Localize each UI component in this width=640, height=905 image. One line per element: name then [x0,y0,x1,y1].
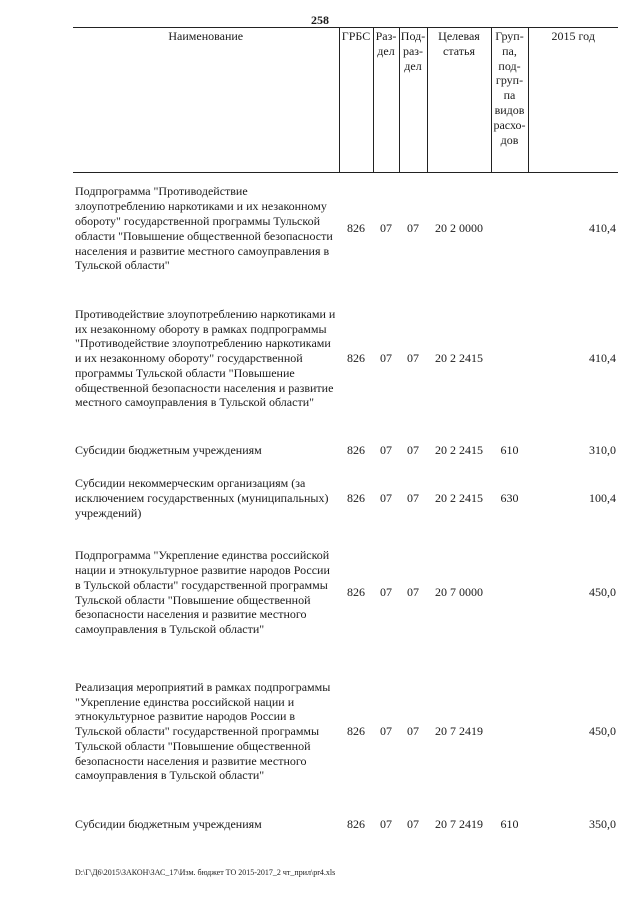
table-row [73,469,618,529]
table-row [73,807,618,843]
row-amount: 450,0 [589,724,616,739]
row-podrazdel: 07 [407,585,419,600]
row-amount: 410,4 [589,351,616,366]
row-group: 610 [500,817,519,832]
file-path-footer: D:\Г\Д6\2015\ЗАКОН\ЗАС_17\Изм. бюджет ТО 2015-2017_2 чт_прил\pr4.xls [75,868,336,877]
row-podrazdel: 07 [407,443,419,458]
row-razdel: 07 [380,443,392,458]
row-grbs: 826 [347,351,365,366]
header-razdel: Раз-дел [373,28,399,173]
row-grbs: 826 [347,221,365,236]
row-amount: 410,4 [589,221,616,236]
row-group: 610 [500,443,519,458]
table-row [73,173,618,285]
header-name: Наименование [73,28,339,173]
row-name: Субсидии некоммерческим организациям (за исключением государственных (муниципальных) учреждений) [75,476,329,520]
table-row [73,529,618,657]
row-group [491,529,528,657]
row-target: 20 2 2415 [435,351,483,366]
header-target: Целевая статья [427,28,491,173]
row-group [491,173,528,285]
table-row [73,657,618,807]
row-target: 20 2 2415 [435,491,483,506]
row-grbs: 826 [347,491,365,506]
row-podrazdel: 07 [407,724,419,739]
row-name: Субсидии бюджетным учреждениям [75,443,262,458]
row-razdel: 07 [380,724,392,739]
row-razdel: 07 [380,585,392,600]
table-row [73,285,618,433]
row-razdel: 07 [380,817,392,832]
row-grbs: 826 [347,443,365,458]
budget-table [73,27,618,843]
row-amount: 100,4 [589,491,616,506]
row-target: 20 2 0000 [435,221,483,236]
row-podrazdel: 07 [407,221,419,236]
row-amount: 450,0 [589,585,616,600]
row-name: Подпрограмма "Противодействие злоупотреблению наркотиками и их незаконному обороту" государственной программы Тульской области "Повышение общественной безопасности населения и развитие местного самоуправления в Тульской области" [75,184,333,273]
row-razdel: 07 [380,491,392,506]
row-name: Субсидии бюджетным учреждениям [75,817,262,832]
header-podrazdel: Под-раз-дел [399,28,427,173]
row-grbs: 826 [347,817,365,832]
row-group: 630 [500,491,519,506]
row-grbs: 826 [347,724,365,739]
row-name: Подпрограмма "Укрепление единства российской нации и этнокультурное развитие народов России в Тульской области" государственной программы Тульской области "Повышение общественной безопасности населения и развитие местного самоуправления в Тульской области" [75,548,330,637]
row-name: Противодействие злоупотреблению наркотиками и их незаконному обороту в рамках подпрограммы "Противодействие злоупотреблению наркотиками и их незаконному обороту" государственной программы Тульской области "Повышение общественной безопасности населения и развитие местного самоуправления в Тульской области" [75,306,336,410]
row-amount: 350,0 [589,817,616,832]
table-row [73,433,618,469]
row-podrazdel: 07 [407,351,419,366]
row-grbs: 826 [347,585,365,600]
row-target: 20 7 0000 [435,585,483,600]
row-razdel: 07 [380,221,392,236]
header-year: 2015 год [528,28,618,173]
row-target: 20 7 2419 [435,724,483,739]
header-grbs: ГРБС [339,28,373,173]
header-group: Груп-па, под-груп-па видов расхо-дов [491,28,528,173]
row-podrazdel: 07 [407,491,419,506]
row-target: 20 2 2415 [435,443,483,458]
row-amount: 310,0 [589,443,616,458]
row-name: Реализация мероприятий в рамках подпрограммы "Укрепление единства российской нации и этнокультурное развитие народов России в Тульской области" государственной программы Тульской области "Повышение общественной безопасности населения и развитие местного самоуправления в Тульской области" [75,679,331,783]
row-group [491,657,528,807]
row-razdel: 07 [380,351,392,366]
row-podrazdel: 07 [407,817,419,832]
table-header-row [73,28,618,173]
row-group [491,285,528,433]
row-target: 20 7 2419 [435,817,483,832]
page-number: 258 [311,13,329,27]
